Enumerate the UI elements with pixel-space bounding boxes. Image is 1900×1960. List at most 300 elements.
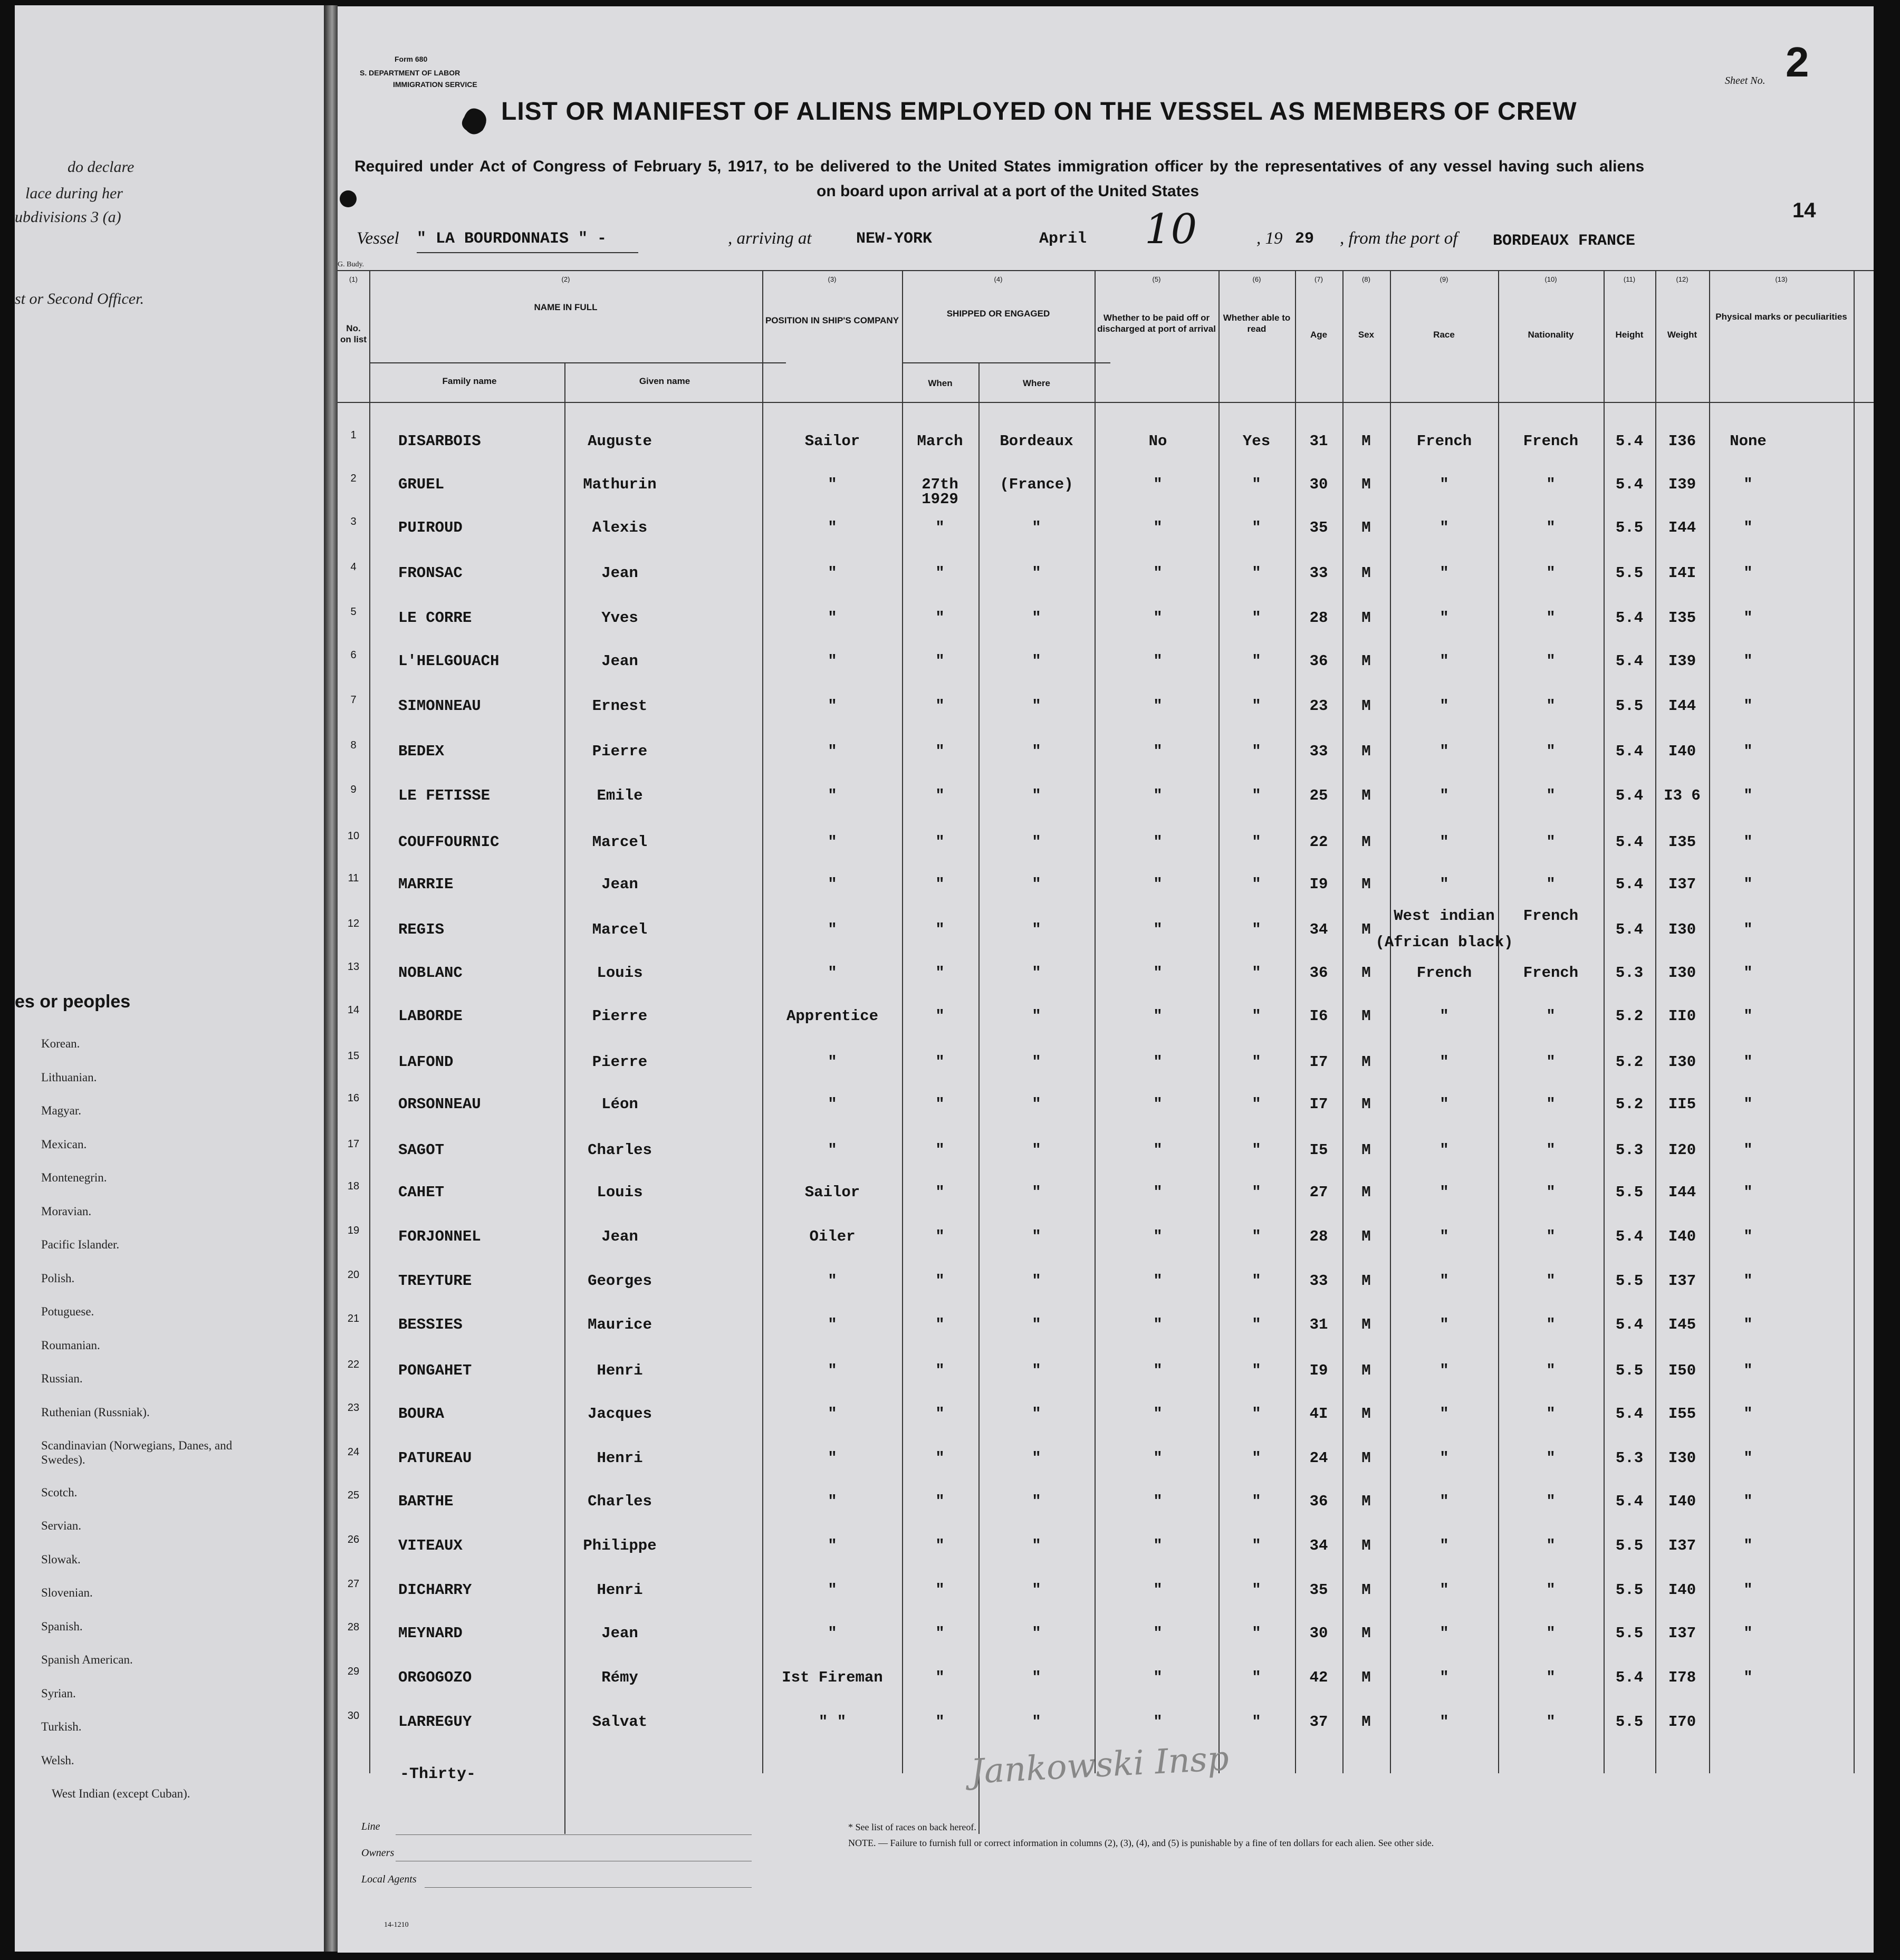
column-header: Height	[1615, 330, 1644, 340]
race: "	[1440, 1362, 1449, 1379]
age: 31	[1309, 1316, 1328, 1333]
shipped-when: "	[935, 1228, 945, 1245]
given-name: Philippe	[583, 1537, 657, 1554]
paid-off: "	[1153, 1405, 1163, 1423]
given-name: Salvat	[592, 1713, 648, 1731]
column-header: Whether able to read	[1223, 313, 1291, 334]
position: "	[828, 1141, 837, 1159]
height: 5.4	[1615, 1405, 1644, 1423]
family-name: REGIS	[398, 921, 445, 938]
nationality: "	[1546, 1272, 1556, 1290]
height: 5.4	[1615, 476, 1644, 493]
physical-marks: "	[1743, 697, 1753, 715]
shipped-where: "	[1032, 964, 1041, 982]
row-number: 26	[347, 1534, 360, 1545]
position: "	[828, 609, 837, 627]
given-name: Jean	[601, 1625, 638, 1642]
shipped-where: Bordeaux	[1000, 433, 1073, 450]
given-name: Mathurin	[583, 476, 657, 493]
age: 24	[1309, 1449, 1328, 1467]
arriving-label: , arriving at	[728, 229, 812, 248]
shipped-when: "	[935, 876, 945, 893]
physical-marks: "	[1743, 1493, 1753, 1510]
position: Oiler	[809, 1228, 856, 1245]
from-port: BORDEAUX FRANCE	[1493, 232, 1636, 250]
height: 5.5	[1615, 1713, 1644, 1731]
shipped-where: "	[1032, 1713, 1041, 1731]
shipped-when: "	[935, 921, 945, 938]
column-number: (7)	[1314, 275, 1323, 283]
age: 25	[1309, 787, 1328, 804]
nationality: French	[1523, 433, 1579, 450]
given-name: Ernest	[592, 697, 648, 715]
given-name: Emile	[597, 787, 643, 804]
weight: I45	[1668, 1316, 1696, 1333]
weight: I3 6	[1664, 787, 1701, 804]
row-number: 12	[347, 918, 360, 929]
position: "	[828, 697, 837, 715]
able-to-read: "	[1252, 1096, 1261, 1113]
physical-marks: "	[1743, 652, 1753, 670]
page-number: 14	[1792, 199, 1816, 222]
age: I9	[1309, 876, 1328, 893]
shipped-when: "	[935, 697, 945, 715]
age: 36	[1309, 1493, 1328, 1510]
physical-marks: "	[1743, 964, 1753, 982]
races-heading: es or peoples	[15, 992, 131, 1012]
shipped-where: "	[1032, 652, 1041, 670]
weight: I40	[1668, 1581, 1696, 1599]
subcol-family: Family name	[442, 376, 497, 386]
race-list-item: Ruthenian (Russniak).	[41, 1405, 150, 1419]
physical-marks: "	[1743, 1405, 1753, 1423]
vessel-label: Vessel	[357, 229, 399, 248]
column-number: (12)	[1676, 275, 1688, 283]
physical-marks: "	[1743, 1141, 1753, 1159]
given-name: Henri	[597, 1581, 643, 1599]
height: 5.4	[1615, 433, 1644, 450]
paid-off: "	[1153, 1141, 1163, 1159]
given-name: Maurice	[588, 1316, 652, 1333]
shipped-when: "	[935, 652, 945, 670]
shipped-where: "	[1032, 743, 1041, 760]
family-name: NOBLANC	[398, 964, 463, 982]
family-name: PATUREAU	[398, 1449, 472, 1467]
nationality: "	[1546, 743, 1556, 760]
nationality: "	[1546, 652, 1556, 670]
footer-label: Local Agents	[361, 1873, 417, 1885]
weight: I39	[1668, 652, 1696, 670]
paid-off: "	[1153, 743, 1163, 760]
position: "	[828, 519, 837, 536]
family-name: LE CORRE	[398, 609, 472, 627]
nationality: "	[1546, 787, 1556, 804]
position: "	[828, 1537, 837, 1554]
race: "	[1440, 1184, 1449, 1201]
column-header: Age	[1310, 330, 1328, 340]
row-number: 20	[347, 1269, 360, 1281]
height: 5.2	[1615, 1007, 1644, 1025]
sex: M	[1361, 652, 1371, 670]
physical-marks: "	[1743, 1007, 1753, 1025]
column-number: (10)	[1544, 275, 1557, 283]
family-name: GRUEL	[398, 476, 445, 493]
able-to-read: "	[1252, 743, 1261, 760]
shipped-when: "	[935, 1493, 945, 1510]
weight: I40	[1668, 743, 1696, 760]
shipped-when: "	[935, 1449, 945, 1467]
shipped-where: "	[1032, 1096, 1041, 1113]
paid-off: "	[1153, 1493, 1163, 1510]
family-name: VITEAUX	[398, 1537, 463, 1554]
subcol-where: Where	[1023, 378, 1050, 388]
year-prefix: , 19	[1256, 229, 1283, 248]
year-suffix: 29	[1295, 230, 1314, 248]
arrival-day: 10	[1145, 206, 1197, 253]
row-number: 15	[347, 1050, 360, 1062]
column-number: (8)	[1362, 275, 1370, 283]
age: 22	[1309, 833, 1328, 851]
nationality: "	[1546, 1625, 1556, 1642]
nationality: "	[1546, 697, 1556, 715]
paid-off: "	[1153, 876, 1163, 893]
position: "	[828, 1493, 837, 1510]
family-name: LARREGUY	[398, 1713, 472, 1731]
shipped-where: "	[1032, 1228, 1041, 1245]
race: "	[1440, 609, 1449, 627]
position: "	[828, 1316, 837, 1333]
column-header: NAME IN FULL	[534, 302, 598, 312]
race-list-item: Turkish.	[41, 1720, 82, 1733]
given-name: Louis	[597, 964, 643, 982]
row-number: 23	[347, 1402, 360, 1414]
physical-marks: "	[1743, 476, 1753, 493]
paid-off: "	[1153, 1625, 1163, 1642]
row-number: 5	[350, 606, 357, 618]
shipped-where: "	[1032, 921, 1041, 938]
nationality: "	[1546, 1007, 1556, 1025]
shipped-where: "	[1032, 1581, 1041, 1599]
position: "	[828, 652, 837, 670]
race: "	[1440, 564, 1449, 582]
shipped-when: "	[935, 1362, 945, 1379]
weight: I39	[1668, 476, 1696, 493]
shipped-where: "	[1032, 876, 1041, 893]
shipped-where: "	[1032, 1184, 1041, 1201]
column-header: Sex	[1358, 330, 1375, 340]
race: "	[1440, 1625, 1449, 1642]
subcol-given: Given name	[639, 376, 690, 386]
shipped-where: "	[1032, 1405, 1041, 1423]
sex: M	[1361, 433, 1371, 450]
age: 35	[1309, 1581, 1328, 1599]
shipped-where: "	[1032, 1316, 1041, 1333]
left-page-line: ubdivisions 3 (a)	[15, 208, 121, 226]
shipped-when: "	[935, 1625, 945, 1642]
position: "	[828, 1096, 837, 1113]
height: 5.4	[1615, 1493, 1644, 1510]
family-name: L'HELGOUACH	[398, 652, 500, 670]
given-name: Auguste	[588, 433, 652, 450]
column-header: SHIPPED OR ENGAGED	[946, 309, 1050, 319]
able-to-read: "	[1252, 921, 1261, 938]
sex: M	[1361, 1184, 1371, 1201]
column-header: Physical marks or peculiarities	[1715, 312, 1847, 322]
shipped-when: "	[935, 1141, 945, 1159]
sex: M	[1361, 921, 1371, 938]
able-to-read: "	[1252, 1228, 1261, 1245]
race: "	[1440, 1316, 1449, 1333]
weight: I37	[1668, 1272, 1696, 1290]
left-page-line: st or Second Officer.	[15, 290, 144, 308]
age: 34	[1309, 1537, 1328, 1554]
weight: II0	[1668, 1007, 1696, 1025]
race-list-item: Russian.	[41, 1372, 83, 1385]
row-number: 4	[350, 561, 357, 573]
sex: M	[1361, 1141, 1371, 1159]
row-number: 2	[350, 473, 357, 484]
race-list-item: Scotch.	[41, 1485, 78, 1499]
age: I6	[1309, 1007, 1328, 1025]
age: 30	[1309, 1625, 1328, 1642]
weight: II5	[1668, 1096, 1696, 1113]
row-number: 24	[347, 1446, 360, 1458]
sex: M	[1361, 787, 1371, 804]
race: "	[1440, 1228, 1449, 1245]
age: 28	[1309, 609, 1328, 627]
physical-marks: "	[1743, 609, 1753, 627]
race-note: (African black)	[1375, 934, 1513, 951]
shipped-when: "	[935, 964, 945, 982]
paid-off: "	[1153, 787, 1163, 804]
able-to-read: "	[1252, 564, 1261, 582]
requirement-line-1: Required under Act of Congress of February 5, 1917, to be delivered to the United States immigration officer by the representatives of any vessel having such aliens	[354, 158, 1645, 175]
race-list-item: Potuguese.	[41, 1305, 94, 1318]
weight: I44	[1668, 519, 1696, 536]
column-header: Weight	[1667, 330, 1697, 340]
sex: M	[1361, 1537, 1371, 1554]
able-to-read: "	[1252, 1669, 1261, 1686]
weight: I37	[1668, 1537, 1696, 1554]
weight: I20	[1668, 1141, 1696, 1159]
shipped-when: "	[935, 1053, 945, 1071]
sex: M	[1361, 833, 1371, 851]
weight: I44	[1668, 1184, 1696, 1201]
subcol-when: When	[928, 378, 953, 388]
weight: I35	[1668, 609, 1696, 627]
height: 5.4	[1615, 921, 1644, 938]
left-page-line: lace during her	[25, 185, 123, 202]
race: "	[1440, 519, 1449, 536]
height: 5.4	[1615, 1669, 1644, 1686]
inspector-signature: Jankowski Insp	[970, 1739, 1230, 1792]
row-number: 14	[347, 1004, 360, 1016]
height: 5.4	[1615, 652, 1644, 670]
height: 5.2	[1615, 1096, 1644, 1113]
given-name: Marcel	[592, 833, 648, 851]
shipped-where: "	[1032, 519, 1041, 536]
family-name: ORGOGOZO	[398, 1669, 472, 1686]
shipped-where: "	[1032, 1272, 1041, 1290]
able-to-read: "	[1252, 609, 1261, 627]
physical-marks: "	[1743, 1537, 1753, 1554]
weight: I30	[1668, 1053, 1696, 1071]
race-list-item: Spanish American.	[41, 1653, 133, 1666]
weight: I40	[1668, 1493, 1696, 1510]
race: "	[1440, 787, 1449, 804]
age: 30	[1309, 476, 1328, 493]
family-name: LAFOND	[398, 1053, 454, 1071]
height: 5.5	[1615, 1272, 1644, 1290]
family-name: DICHARRY	[398, 1581, 472, 1599]
given-name: Jean	[601, 564, 638, 582]
paid-off: "	[1153, 1007, 1163, 1025]
sex: M	[1361, 1625, 1371, 1642]
sex: M	[1361, 1405, 1371, 1423]
gov-note: G. Budy.	[338, 261, 364, 268]
sex: M	[1361, 1272, 1371, 1290]
paid-off: "	[1153, 921, 1163, 938]
shipped-where: "	[1032, 1007, 1041, 1025]
physical-marks: "	[1743, 743, 1753, 760]
row-number: 27	[347, 1578, 360, 1590]
column-number: (3)	[828, 275, 837, 283]
nationality: "	[1546, 1316, 1556, 1333]
race-list-item: Slovenian.	[41, 1586, 93, 1599]
race: "	[1440, 1449, 1449, 1467]
family-name: PONGAHET	[398, 1362, 472, 1379]
physical-marks: "	[1743, 1581, 1753, 1599]
weight: I37	[1668, 1625, 1696, 1642]
nationality: "	[1546, 1053, 1556, 1071]
able-to-read: "	[1252, 1625, 1261, 1642]
sheet-label: Sheet No.	[1725, 75, 1765, 87]
shipped-when: "	[935, 1272, 945, 1290]
form-code: 14-1210	[384, 1921, 409, 1929]
shipped-where: "	[1032, 1493, 1041, 1510]
race-list-item: Welsh.	[41, 1753, 74, 1767]
position: " "	[818, 1713, 847, 1731]
weight: I44	[1668, 697, 1696, 715]
race: "	[1440, 1272, 1449, 1290]
row-number: 16	[347, 1092, 360, 1104]
footer-label: Owners	[361, 1847, 395, 1859]
race: "	[1440, 697, 1449, 715]
sex: M	[1361, 564, 1371, 582]
physical-marks: "	[1743, 1228, 1753, 1245]
family-name: LABORDE	[398, 1007, 463, 1025]
race-list-item: Polish.	[41, 1271, 75, 1285]
race: West indian	[1394, 907, 1495, 925]
race: "	[1440, 743, 1449, 760]
row-number: 11	[348, 872, 359, 884]
race: French	[1416, 964, 1472, 982]
race: "	[1440, 1713, 1449, 1731]
race: "	[1440, 652, 1449, 670]
sex: M	[1361, 876, 1371, 893]
race-list-item: Lithuanian.	[41, 1070, 97, 1084]
race-list-item: Roumanian.	[41, 1338, 100, 1352]
requirement-line-2: on board upon arrival at a port of the United States	[817, 182, 1200, 200]
race: "	[1440, 1053, 1449, 1071]
nationality: French	[1523, 907, 1579, 925]
position: "	[828, 1581, 837, 1599]
shipped-when: "	[935, 1405, 945, 1423]
given-name: Pierre	[592, 743, 648, 760]
paid-off: "	[1153, 1272, 1163, 1290]
shipped-when: "	[935, 833, 945, 851]
given-name: Henri	[597, 1362, 643, 1379]
able-to-read: "	[1252, 519, 1261, 536]
sex: M	[1361, 1713, 1371, 1731]
shipped-where: "	[1032, 1141, 1041, 1159]
family-name: BESSIES	[398, 1316, 463, 1333]
age: 36	[1309, 964, 1328, 982]
footer-rule	[396, 1834, 752, 1835]
able-to-read: Yes	[1242, 433, 1271, 450]
column-number: (11)	[1623, 275, 1636, 283]
paid-off: No	[1148, 433, 1167, 450]
family-name: PUIROUD	[398, 519, 463, 536]
shipped-where: "	[1032, 1537, 1041, 1554]
family-name: TREYTURE	[398, 1272, 472, 1290]
paid-off: "	[1153, 1316, 1163, 1333]
height: 5.4	[1615, 1316, 1644, 1333]
height: 5.5	[1615, 1537, 1644, 1554]
shipped-when: "	[935, 1184, 945, 1201]
weight: I36	[1668, 433, 1696, 450]
weight: I78	[1668, 1669, 1696, 1686]
age: I7	[1309, 1053, 1328, 1071]
race-list-item: Korean.	[41, 1037, 80, 1050]
weight: I30	[1668, 921, 1696, 938]
nationality: "	[1546, 1362, 1556, 1379]
height: 5.4	[1615, 1228, 1644, 1245]
row-number: 30	[347, 1710, 360, 1722]
able-to-read: "	[1252, 1449, 1261, 1467]
column-number: (5)	[1152, 275, 1161, 283]
age: I5	[1309, 1141, 1328, 1159]
physical-marks: "	[1743, 1096, 1753, 1113]
vessel-name: " LA BOURDONNAIS " -	[417, 230, 607, 248]
height: 5.5	[1615, 1625, 1644, 1642]
age: 37	[1309, 1713, 1328, 1731]
physical-marks: "	[1743, 1449, 1753, 1467]
shipped-when: "	[935, 1537, 945, 1554]
family-name: BEDEX	[398, 743, 445, 760]
from-label: , from the port of	[1340, 229, 1458, 248]
age: 35	[1309, 519, 1328, 536]
position: "	[828, 833, 837, 851]
race-list-item: Scandinavian (Norwegians, Danes, and Swedes).	[41, 1439, 233, 1466]
weight: I30	[1668, 964, 1696, 982]
shipped-where: "	[1032, 1053, 1041, 1071]
height: 5.5	[1615, 1362, 1644, 1379]
able-to-read: "	[1252, 1713, 1261, 1731]
paid-off: "	[1153, 1449, 1163, 1467]
ink-dot-icon	[338, 186, 359, 212]
shipped-when: "	[935, 1316, 945, 1333]
footer-rule	[425, 1887, 752, 1888]
race-list-item: Mexican.	[41, 1137, 87, 1151]
physical-marks: "	[1743, 787, 1753, 804]
paid-off: "	[1153, 1537, 1163, 1554]
paid-off: "	[1153, 476, 1163, 493]
weight: I55	[1668, 1405, 1696, 1423]
family-name: MARRIE	[398, 876, 454, 893]
row-number: 8	[350, 739, 357, 751]
position: Sailor	[804, 433, 860, 450]
